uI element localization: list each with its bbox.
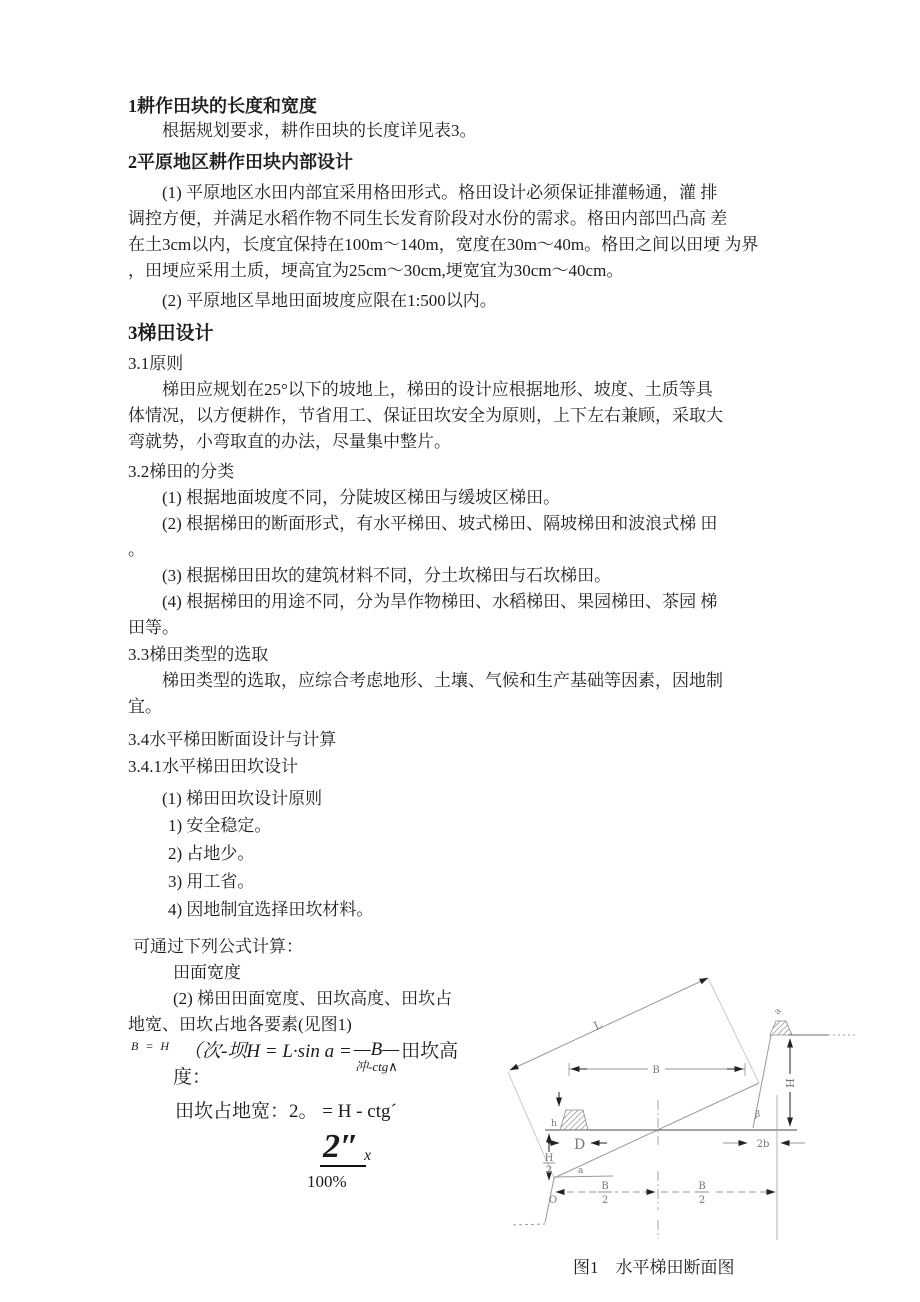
formula-denominator: 冲-ctg∧ — [355, 1059, 398, 1074]
class-item-4-cont: 田等。 — [128, 618, 179, 637]
paragraph-8: 田面宽度 — [173, 963, 241, 982]
upper-ridge-hatch — [770, 1021, 792, 1035]
dim-B2-right-num: B — [698, 1181, 706, 1192]
paragraph-2-line-4: ，田埂应采用土质，埂高宜为25cm〜30cm,埂宽宜为30cm〜40cm。 — [128, 261, 624, 280]
dim-B2-right-den: 2 — [698, 1195, 706, 1206]
formula-pre: （次-坝H = L·sin a = — [183, 1041, 352, 1062]
list-item-1: 1) 安全稳定。 — [168, 816, 272, 835]
paragraph-4 — [128, 377, 800, 455]
formula-fraction — [354, 1040, 399, 1073]
dim-label-H2-den: 2 — [545, 1165, 553, 1176]
heading-3-2: 3.2梯田的分类 — [128, 462, 235, 481]
paragraph-2-line-1: (1) 平原地区水田内部宜采用格田形式。格田设计必须保证排灌畅通，灌 排 — [162, 183, 718, 202]
dim-label-H: H — [783, 1078, 796, 1088]
paragraph-9-line-1: (2) 梯田田面宽度、田坎高度、田坎占 — [173, 989, 453, 1008]
dim-label-B: B — [652, 1065, 660, 1076]
lower-ground-line — [513, 1224, 545, 1225]
point-label-O: O — [549, 1195, 558, 1206]
paragraph-5-line-1: 梯田类型的选取，应综合考虑地形、土壤、气候和生产基础等因素，因地制 — [162, 671, 723, 690]
terrace-cross-section-diagram — [495, 955, 920, 1255]
big-fraction-bar — [320, 1165, 366, 1167]
formula-line-2: 田坎占地宽：2。 = H - ctg´ — [175, 1101, 397, 1122]
dim-B2-left-num: B — [601, 1181, 609, 1192]
list-item-2: 2) 占地少。 — [168, 844, 255, 863]
dim-B2-left-den: 2 — [601, 1195, 609, 1206]
heading-3-4-1: 3.4.1水平梯田田坎设计 — [128, 757, 298, 776]
class-item-4: (4) 根据梯田的用途不同，分为旱作物梯田、水稻梯田、果园梯田、茶园 梯 — [162, 592, 718, 611]
class-item-2-cont: 。 — [128, 540, 145, 559]
class-item-1: (1) 根据地面坡度不同，分陡坡区梯田与缓坡区梯田。 — [162, 488, 561, 507]
formula-numerator: —B— — [353, 1039, 400, 1060]
class-item-2: (2) 根据梯田的断面形式，有水平梯田、坡式梯田、隔坡梯田和波浪式梯 田 — [162, 514, 718, 533]
big-fraction-denominator: 100% — [307, 1172, 347, 1191]
paragraph-4-line-1: 梯田应规划在25°以下的坡地上，梯田的设计应根据地形、坡度、土质等具 — [162, 380, 713, 399]
formula-post: 田坎高 — [401, 1041, 459, 1062]
figure-caption: 图1 水平梯田断面图 — [573, 1258, 735, 1277]
paragraph-4-line-2: 体情况，以方便耕作，节省用工、保证田坎安全为原则，上下左右兼顾，采取大 — [128, 406, 723, 425]
big-fraction-numerator: 2″ — [323, 1128, 359, 1165]
heading-3-3: 3.3梯田类型的选取 — [128, 645, 269, 664]
paragraph-5 — [128, 668, 800, 720]
dim-label-2b: 2b — [756, 1139, 770, 1150]
extension-line-top — [708, 978, 759, 1083]
upper-ridge-label: a — [772, 1006, 784, 1017]
dim-label-h: h — [551, 1119, 557, 1129]
paragraph-4-line-3: 弯就势，小弯取直的办法，尽量集中整片。 — [128, 432, 451, 451]
paragraph-2 — [128, 180, 800, 284]
list-item-4: 4) 因地制宜选择田坎材料。 — [168, 900, 374, 919]
class-item-3: (3) 根据梯田田坎的建筑材料不同，分土坎梯田与石坎梯田。 — [162, 566, 612, 585]
paragraph-2-line-3: 在土3cm以内，长度宜保持在100m〜140m，宽度在30m〜40m。格田之间以田埂 为界 — [128, 235, 759, 254]
paragraph-1: 根据规划要求，耕作田块的长度详见表3。 — [162, 121, 477, 140]
big-fraction-x: x — [364, 1147, 372, 1164]
paragraph-6: (1) 梯田田坎设计原则 — [162, 789, 323, 808]
paragraph-9-line-2: 地宽、田坎占地各要素(见图1) — [128, 1015, 352, 1034]
dim-label-H2-num: H — [544, 1153, 554, 1164]
lower-ridge-hatch — [560, 1110, 588, 1130]
paragraph-2-line-2: 调控方便，并满足水稻作物不同生长发育阶段对水份的需求。格田内部凹凸高 差 — [128, 209, 728, 228]
dim-label-L: L — [591, 1017, 604, 1033]
heading-3: 3梯田设计 — [128, 323, 214, 344]
formula-line-1 — [183, 1036, 458, 1073]
list-item-3: 3) 用工省。 — [168, 872, 255, 891]
dim-line-L — [510, 978, 708, 1070]
heading-1: 1耕作田块的长度和宽度 — [128, 96, 317, 116]
paragraph-3: (2) 平原地区旱地田面坡度应限在1:500以内。 — [162, 291, 497, 310]
principles-list — [128, 812, 800, 924]
angle-baseline — [554, 1176, 613, 1177]
heading-2: 2平原地区耕作田块内部设计 — [128, 152, 353, 172]
angle-label-a: a — [578, 1166, 584, 1176]
heading-3-1: 3.1原则 — [128, 354, 184, 373]
paragraph-7: 可通过下列公式计算： — [133, 937, 303, 956]
classification-list — [128, 485, 800, 641]
paragraph-5-line-2: 宜。 — [128, 697, 162, 716]
heading-3-4: 3.4水平梯田断面设计与计算 — [128, 730, 337, 749]
formula-superscript: B = H — [131, 1039, 172, 1053]
dim-label-D: D — [574, 1137, 586, 1153]
formula-line-1-continuation: 度： — [173, 1067, 212, 1088]
angle-label-beta: β — [755, 1110, 761, 1120]
